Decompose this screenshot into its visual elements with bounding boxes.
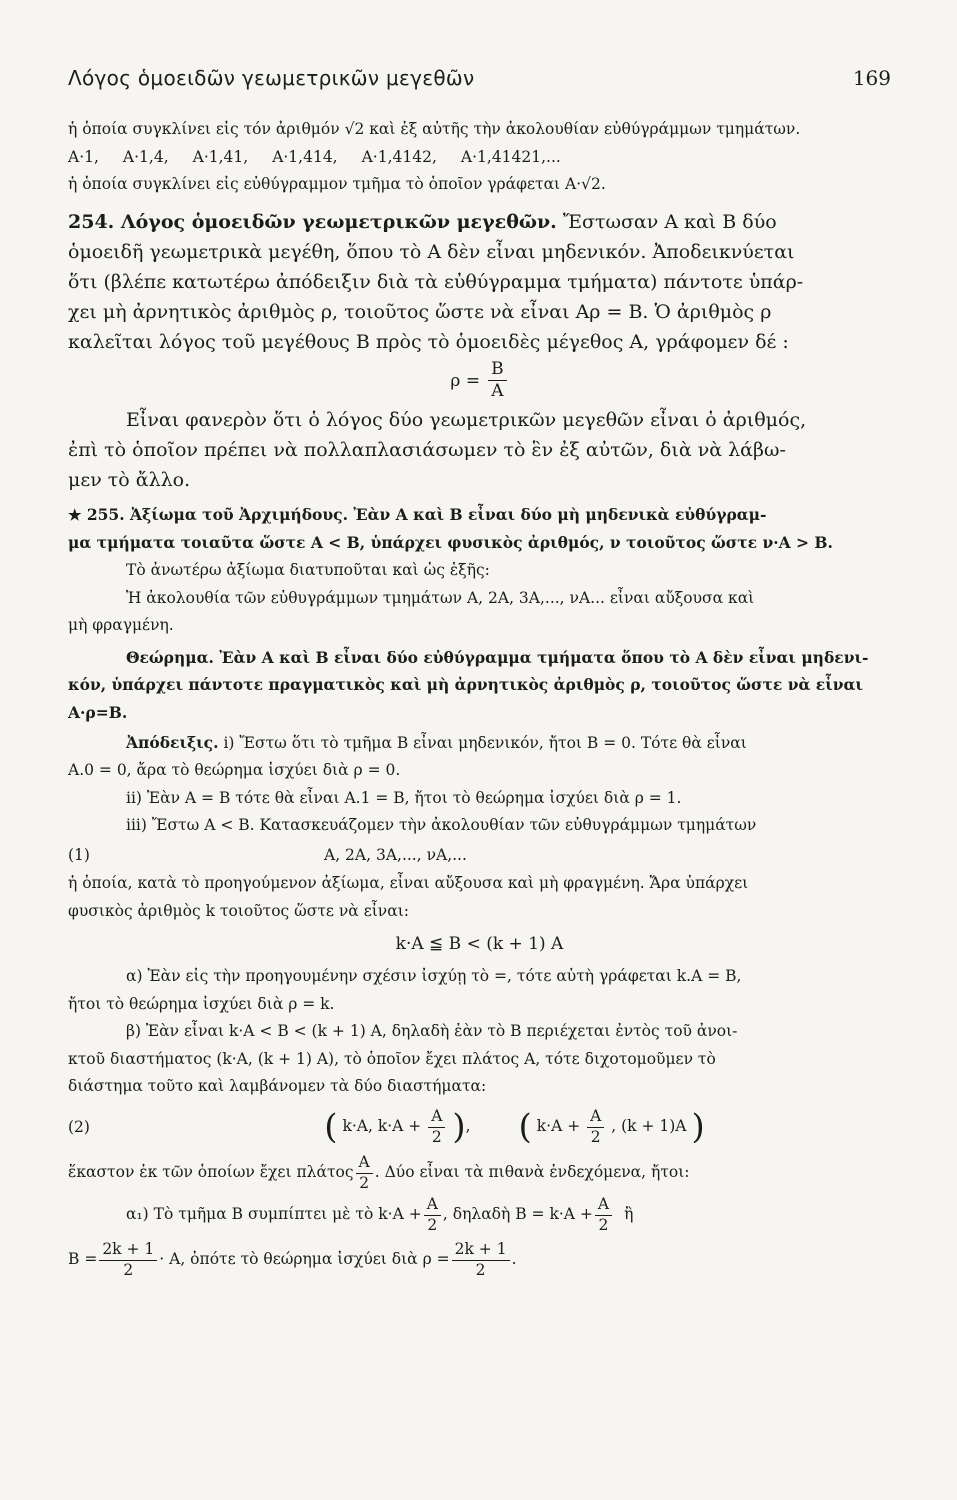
text-fragment: ἢ (624, 1205, 634, 1224)
width-line (68, 1153, 891, 1193)
fraction (595, 1197, 612, 1233)
text-line: β) Ἐὰν εἶναι k·A < B < (k + 1) A, δηλαδὴ ἐὰν τὸ B περιέχεται ἐντὸς τοῦ ἀνοι- (126, 1022, 738, 1041)
seq-term: A·1,4142, (361, 147, 437, 166)
fraction (587, 1109, 604, 1145)
denominator: 2 (590, 1127, 601, 1146)
text-fragment: . Δύο εἶναι τὰ πιθανὰ ἐνδεχόμενα, ἤτοι: (374, 1163, 690, 1182)
denominator: 2 (123, 1260, 134, 1279)
equation-2 (68, 1101, 891, 1153)
section-254 (68, 207, 891, 495)
denominator: A (491, 381, 504, 402)
seq-term: A·1,41421,... (460, 147, 561, 166)
equation-body: A, 2A, 3A,..., νA,... (324, 845, 467, 864)
sequence-row (68, 144, 891, 172)
interval-text: k·A + (536, 1117, 581, 1136)
paren-open-icon: ( (324, 1107, 338, 1148)
separator: , (465, 1117, 471, 1136)
fraction (99, 1242, 157, 1278)
text-line: διάστημα τοῦτο καὶ λαμβάνομεν τὰ δύο διαστήματα: (68, 1077, 487, 1096)
running-title: Λόγος ὁμοειδῶν γεωμετρικῶν μεγεθῶν (68, 66, 475, 90)
text-line: Ἐὰν A καὶ B εἶναι δύο μὴ μηδενικὰ εὐθύγραμ- (353, 504, 767, 524)
right-interval (518, 1107, 705, 1148)
proof-label: Ἀπόδειξις. (126, 732, 219, 752)
equation-label: (1) (68, 845, 90, 864)
numerator: A (428, 1109, 445, 1128)
text-line: ἐπὶ τὸ ὁποῖον πρέπει νὰ πολλαπλασιάσωμεν τὸ ἓν ἐξ αὐτῶν, διὰ νὰ λάβω- (68, 438, 786, 461)
text-fragment: ἕκαστον ἐκ τῶν ὁποίων ἔχει πλάτος (68, 1163, 354, 1182)
numerator: B (488, 361, 507, 381)
seq-term: A·1,414, (272, 147, 338, 166)
denominator: 2 (598, 1215, 609, 1234)
text-line: i) Ἔστω ὅτι τὸ τμῆμα B εἶναι μηδενικόν, ἤτοι B = 0. Τότε θὰ εἶναι (223, 733, 747, 752)
numerator: 2k + 1 (99, 1242, 157, 1261)
fraction (428, 1109, 445, 1145)
equation-label: (2) (68, 1118, 90, 1137)
denominator: 2 (475, 1260, 486, 1279)
proof-block (68, 729, 891, 1284)
page-header (68, 66, 891, 90)
text-line: μὴ φραγμένη. (68, 616, 174, 635)
text-line: καλεῖται λόγος τοῦ μεγέθους B πρὸς τὸ ὁμοειδὲς μέγεθος A, γράφομεν δέ : (68, 330, 789, 353)
text-line: ὅτι (βλέπε κατωτέρω ἀπόδειξιν διὰ τὰ εὐθύγραμμα τμήματα) πάντοτε ὑπάρ- (68, 270, 804, 293)
text-line: ἡ ὁποία, κατὰ τὸ προηγούμενον ἀξίωμα, εἶναι αὔξουσα καὶ μὴ φραγμένη. Ἄρα ὑπάρχει (68, 873, 749, 892)
text-line: A.0 = 0, ἄρα τὸ θεώρημα ἰσχύει διὰ ρ = 0. (68, 761, 401, 780)
text-fragment: · A, ὁπότε τὸ θεώρημα ἰσχύει διὰ ρ = (159, 1250, 450, 1269)
numerator: A (424, 1197, 441, 1216)
text-line: Τὸ ἀνωτέρω ἀξίωμα διατυποῦται καὶ ὡς ἑξῆς: (126, 560, 490, 579)
denominator: 2 (431, 1127, 442, 1146)
intro-block (68, 116, 891, 199)
text-fragment: B = (68, 1250, 98, 1269)
text-line: κόν, ὑπάρχει πάντοτε πραγματικὸς καὶ μὴ ἀρνητικὸς ἀριθμὸς ρ, τοιοῦτος ὥστε νὰ εἶναι (68, 675, 863, 695)
paren-close-icon: ) (452, 1107, 466, 1148)
text-line: ii) Ἐὰν A = B τότε θὰ εἶναι A.1 = B, ἤτοι τὸ θεώρημα ἰσχύει διὰ ρ = 1. (126, 788, 682, 807)
fraction (424, 1197, 441, 1233)
fraction (488, 361, 507, 400)
text-fragment: . (511, 1250, 517, 1269)
seq-term: A·1, (68, 147, 99, 166)
theorem-block (68, 644, 891, 727)
paren-open-icon: ( (518, 1107, 532, 1148)
seq-term: A·1,4, (122, 147, 169, 166)
text-line: φυσικὸς ἀριθμὸς k τοιοῦτος ὥστε νὰ εἶναι: (68, 901, 409, 920)
numerator: 2k + 1 (452, 1242, 510, 1261)
text-line: iii) Ἔστω A < B. Κατασκευάζομεν τὴν ἀκολουθίαν τῶν εὐθυγράμμων τμημάτων (126, 816, 757, 835)
fraction (356, 1155, 373, 1191)
text-line: ἤτοι τὸ θεώρημα ἰσχύει διὰ ρ = k. (68, 994, 335, 1013)
text-line: Ἔστωσαν A καὶ B δύο (562, 210, 777, 233)
equation-body (138, 1107, 891, 1148)
seq-term: A·1,41, (192, 147, 249, 166)
text-line: μα τμήματα τοιαῦτα ὥστε A < B, ὑπάρχει φυσικὸς ἀριθμός, ν τοιοῦτος ὥστε ν·A > B. (68, 533, 833, 553)
text-line: α) Ἐὰν εἰς τὴν προηγουμένην σχέσιν ἰσχύῃ τὸ =, τότε αὐτὴ γράφεται k.A = B, (126, 967, 742, 986)
formula-lhs: ρ = (450, 370, 481, 391)
text-line: μεν τὸ ἄλλο. (68, 468, 191, 491)
case-a1 (68, 1193, 891, 1237)
final-line (68, 1237, 891, 1283)
section-254-heading: 254. Λόγος ὁμοειδῶν γεωμετρικῶν μεγεθῶν. (68, 210, 557, 233)
theorem-label: Θεώρημα. (126, 647, 214, 667)
text-line: ὁμοειδῆ γεωμετρικὰ μεγέθη, ὅπου τὸ A δὲν εἶναι μηδενικόν. Ἀποδεικνύεται (68, 240, 795, 263)
star-icon: ★ (68, 505, 82, 524)
denominator: 2 (359, 1173, 370, 1192)
left-interval (324, 1107, 471, 1148)
intro-line: ἡ ὁποία συγκλίνει εἰς εὐθύγραμμον τμῆμα τὸ ὁποῖον γράφεται A·√2. (68, 175, 606, 194)
interval-text: k·A, k·A + (342, 1117, 422, 1136)
page-number: 169 (852, 66, 891, 90)
text-line: Εἶναι φανερὸν ὅτι ὁ λόγος δύο γεωμετρικῶν μεγεθῶν εἶναι ὁ ἀριθμός, (126, 408, 807, 431)
axiom-first-line (68, 501, 891, 530)
numerator: A (356, 1155, 373, 1174)
equation-1 (68, 840, 891, 870)
text-fragment: α₁) Τὸ τμῆμα B συμπίπτει μὲ τὸ k·A + (126, 1205, 422, 1224)
text-line: κτοῦ διαστήματος (k·A, (k + 1) A), τὸ ὁποῖον ἔχει πλάτος A, τότε διχοτομοῦμεν τὸ (68, 1049, 716, 1068)
text-line: Ἡ ἀκολουθία τῶν εὐθυγράμμων τμημάτων A, 2A, 3A,..., νA... εἶναι αὔξουσα καὶ (126, 588, 755, 607)
text-line: A·ρ=B. (68, 702, 128, 722)
text-line: χει μὴ ἀρνητικὸς ἀριθμὸς ρ, τοιοῦτος ὥστε νὰ εἶναι Aρ = B. Ὁ ἀριθμὸς ρ (68, 300, 772, 323)
ratio-formula (68, 357, 891, 405)
interval-text: , (k + 1)A (611, 1117, 687, 1136)
numerator: A (595, 1197, 612, 1216)
section-255 (68, 501, 891, 640)
paren-close-icon: ) (691, 1107, 705, 1148)
theorem-first-line (68, 644, 891, 672)
numerator: A (587, 1109, 604, 1128)
inequality: k·A ≦ B < (k + 1) A (395, 934, 564, 955)
section-255-heading: 255. Ἀξίωμα τοῦ Ἀρχιμήδους. (86, 504, 348, 524)
text-fragment: , δηλαδὴ B = k·A + (442, 1205, 593, 1224)
proof-first-line (68, 729, 891, 758)
intro-line: ἡ ὁποία συγκλίνει εἰς τόν ἀριθμόν √2 καὶ ἐξ αὐτῆς τὴν ἀκολουθίαν εὐθύγράμμων τμημάτων. (68, 120, 801, 138)
text-line: Ἐὰν A καὶ B εἶναι δύο εὐθύγραμμα τμήματα ὅπου τὸ A δὲν εἶναι μηδενι- (219, 647, 869, 667)
denominator: 2 (427, 1215, 438, 1234)
section-254-first-line (68, 207, 891, 237)
fraction (452, 1242, 510, 1278)
